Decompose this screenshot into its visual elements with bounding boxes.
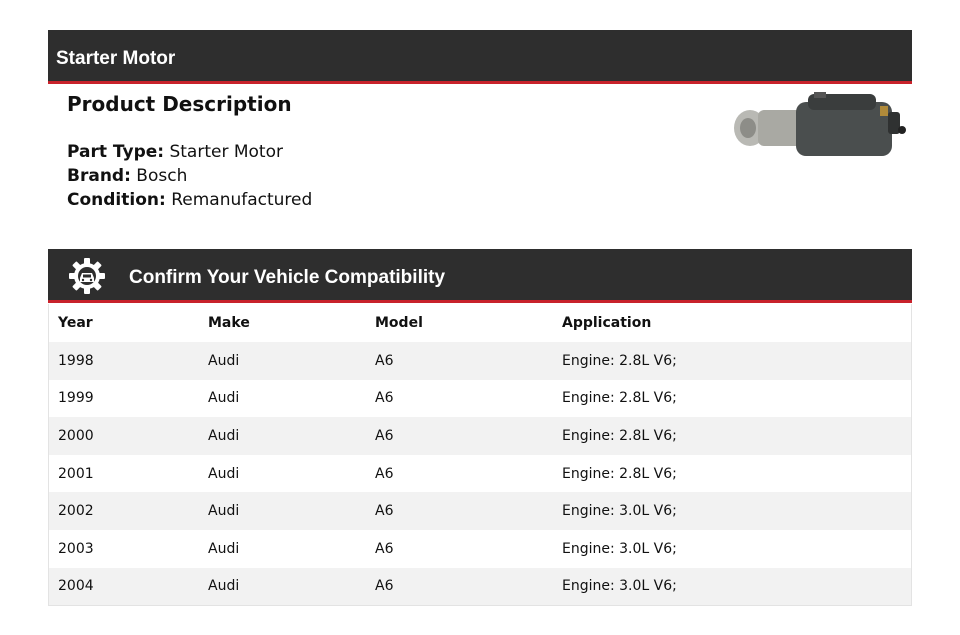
- cell-year: 1998: [58, 352, 94, 369]
- cell-application: Engine: 2.8L V6;: [562, 427, 677, 444]
- cell-make: Audi: [208, 465, 240, 482]
- spec-condition: Condition: Remanufactured: [67, 190, 313, 210]
- gear-car-icon: [68, 257, 106, 295]
- table-header-row: [49, 304, 912, 342]
- cell-model: A6: [375, 352, 394, 369]
- col-year: Year: [58, 315, 93, 331]
- cell-model: A6: [375, 578, 394, 595]
- cell-application: Engine: 3.0L V6;: [562, 540, 677, 557]
- table-row: [49, 342, 912, 380]
- product-description: [67, 90, 667, 212]
- spec-brand: Brand: Bosch: [67, 166, 188, 186]
- cell-application: Engine: 2.8L V6;: [562, 352, 677, 369]
- table-row: [49, 380, 912, 418]
- cell-make: Audi: [208, 540, 240, 557]
- table-row: [49, 530, 912, 568]
- cell-application: Engine: 2.8L V6;: [562, 390, 677, 407]
- col-application: Application: [562, 315, 652, 331]
- cell-model: A6: [375, 465, 394, 482]
- compatibility-header-bar: [48, 249, 912, 303]
- cell-make: Audi: [208, 503, 240, 520]
- product-title: Starter Motor: [56, 48, 176, 69]
- product-header-bar: [48, 30, 912, 84]
- cell-year: 2000: [58, 427, 94, 444]
- starter-motor-image: [730, 88, 908, 166]
- cell-make: Audi: [208, 427, 240, 444]
- cell-make: Audi: [208, 390, 240, 407]
- spec-list: [67, 140, 667, 212]
- table-row: [49, 417, 912, 455]
- cell-application: Engine: 3.0L V6;: [562, 503, 677, 520]
- cell-model: A6: [375, 503, 394, 520]
- cell-model: A6: [375, 540, 394, 557]
- cell-year: 2002: [58, 503, 94, 520]
- table-row: [49, 568, 912, 606]
- description-heading: Product Description: [67, 92, 292, 116]
- cell-year: 2004: [58, 578, 94, 595]
- cell-make: Audi: [208, 578, 240, 595]
- table-row: [49, 455, 912, 493]
- cell-model: A6: [375, 427, 394, 444]
- cell-application: Engine: 3.0L V6;: [562, 578, 677, 595]
- compatibility-table: [48, 304, 912, 606]
- cell-make: Audi: [208, 352, 240, 369]
- spec-part-type: Part Type: Starter Motor: [67, 142, 283, 162]
- compatibility-title: Confirm Your Vehicle Compatibility: [129, 267, 446, 288]
- col-model: Model: [375, 315, 423, 331]
- col-make: Make: [208, 315, 250, 331]
- cell-application: Engine: 2.8L V6;: [562, 465, 677, 482]
- cell-year: 2001: [58, 465, 94, 482]
- table-row: [49, 492, 912, 530]
- cell-year: 2003: [58, 540, 94, 557]
- cell-model: A6: [375, 390, 394, 407]
- cell-year: 1999: [58, 390, 94, 407]
